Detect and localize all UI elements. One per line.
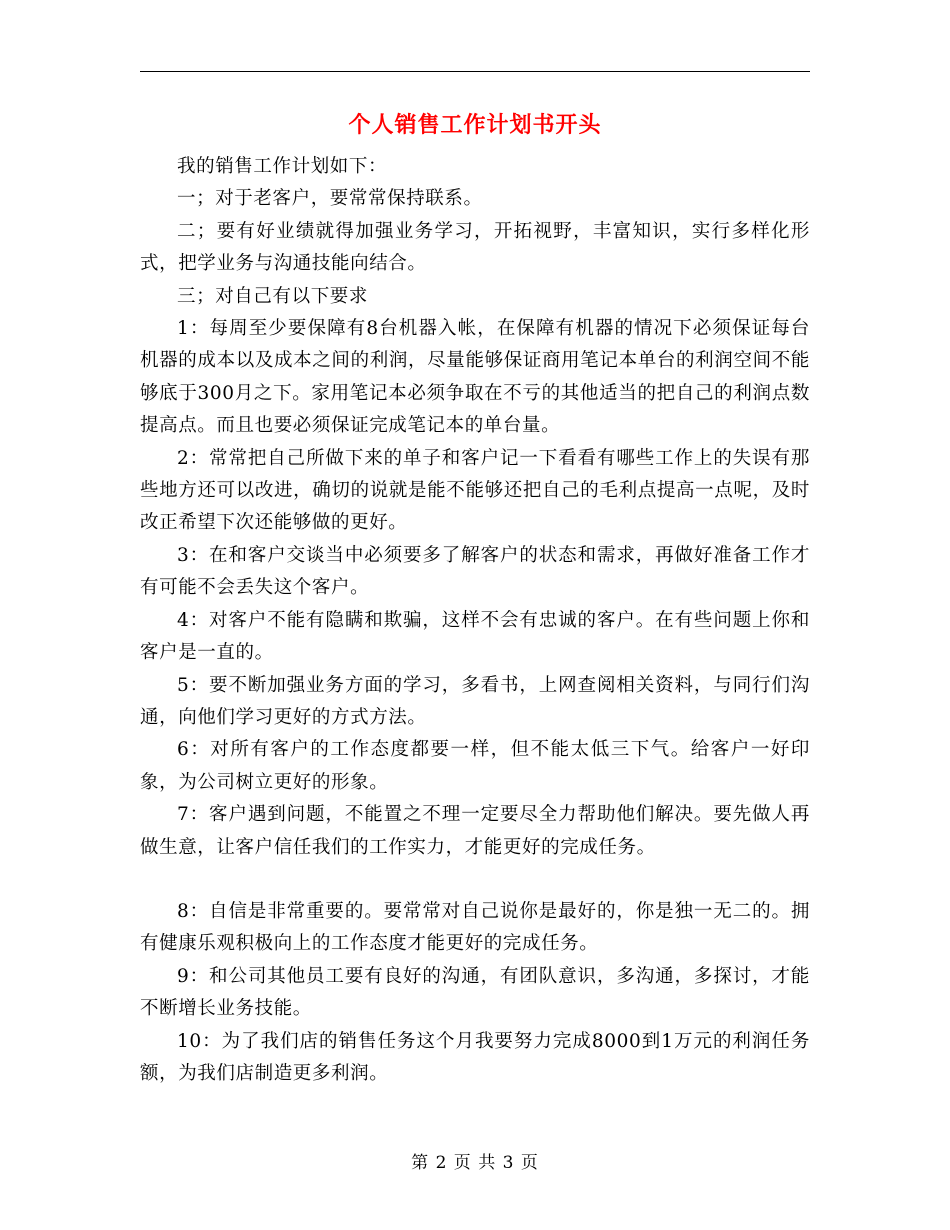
- paragraph-point-1: 一；对于老客户，要常常保持联系。: [177, 188, 483, 210]
- paragraph-intro: 我的销售工作计划如下：: [177, 156, 388, 177]
- paragraph-point-3: 三；对自己有以下要求: [177, 285, 369, 307]
- header-rule: [140, 71, 810, 72]
- paragraph-requirement-4: 4：对客户不能有隐瞒和欺骗，这样不会有忠诚的客户。在有些问题上你和客户是一直的。: [140, 609, 810, 664]
- paragraph-requirement-9: 9：和公司其他员工要有良好的沟通，有团队意识，多沟通，多探讨，才能不断增长业务技能。: [140, 965, 810, 1020]
- paragraph-requirement-8: 8：自信是非常重要的。要常常对自己说你是最好的，你是独一无二的。拥有健康乐观积极向上的工作态度才能更好的完成任务。: [140, 900, 810, 955]
- paragraph-requirement-3: 3：在和客户交谈当中必须要多了解客户的状态和需求，再做好准备工作才有可能不会丢失这个客户。: [140, 544, 810, 599]
- paragraph-requirement-5: 5：要不断加强业务方面的学习，多看书，上网查阅相关资料，与同行们沟通，向他们学习更好的方式方法。: [140, 674, 810, 728]
- paragraph-requirement-10: 10：为了我们店的销售任务这个月我要努力完成8000到1万元的利润任务额，为我们店制造更多利润。: [140, 1030, 810, 1084]
- page-number-footer: 第 2 页 共 3 页: [411, 1153, 539, 1173]
- paragraph-requirement-6: 6：对所有客户的工作态度都要一样，但不能太低三下气。给客户一好印象，为公司树立更好的形象。: [140, 739, 810, 793]
- paragraph-requirement-2: 2：常常把自己所做下来的单子和客户记一下看看有哪些工作上的失误有那些地方还可以改进，确切的说就是能不能够还把自己的毛利点提高一点呢，及时改正希望下次还能够做的更好。: [140, 447, 810, 534]
- document-title: 个人销售工作计划书开头: [348, 112, 602, 138]
- paragraph-requirement-1: 1：每周至少要保障有8台机器入帐，在保障有机器的情况下必须保证每台机器的成本以及成本之间的利润，尽量能够保证商用笔记本单台的利润空间不能够底于300月之下。家用笔记本必须争取在不亏的其他适当的把自己的利润点数提高点。而且也要必须保证完成笔记本的单台量。: [140, 318, 810, 437]
- paragraph-point-2: 二；要有好业绩就得加强业务学习，开拓视野，丰富知识，实行多样化形式，把学业务与沟通技能向结合。: [140, 220, 810, 275]
- document-body: [140, 151, 810, 1090]
- paragraph-requirement-7: 7：客户遇到问题，不能置之不理一定要尽全力帮助他们解决。要先做人再做生意，让客户信任我们的工作实力，才能更好的完成任务。: [140, 804, 810, 858]
